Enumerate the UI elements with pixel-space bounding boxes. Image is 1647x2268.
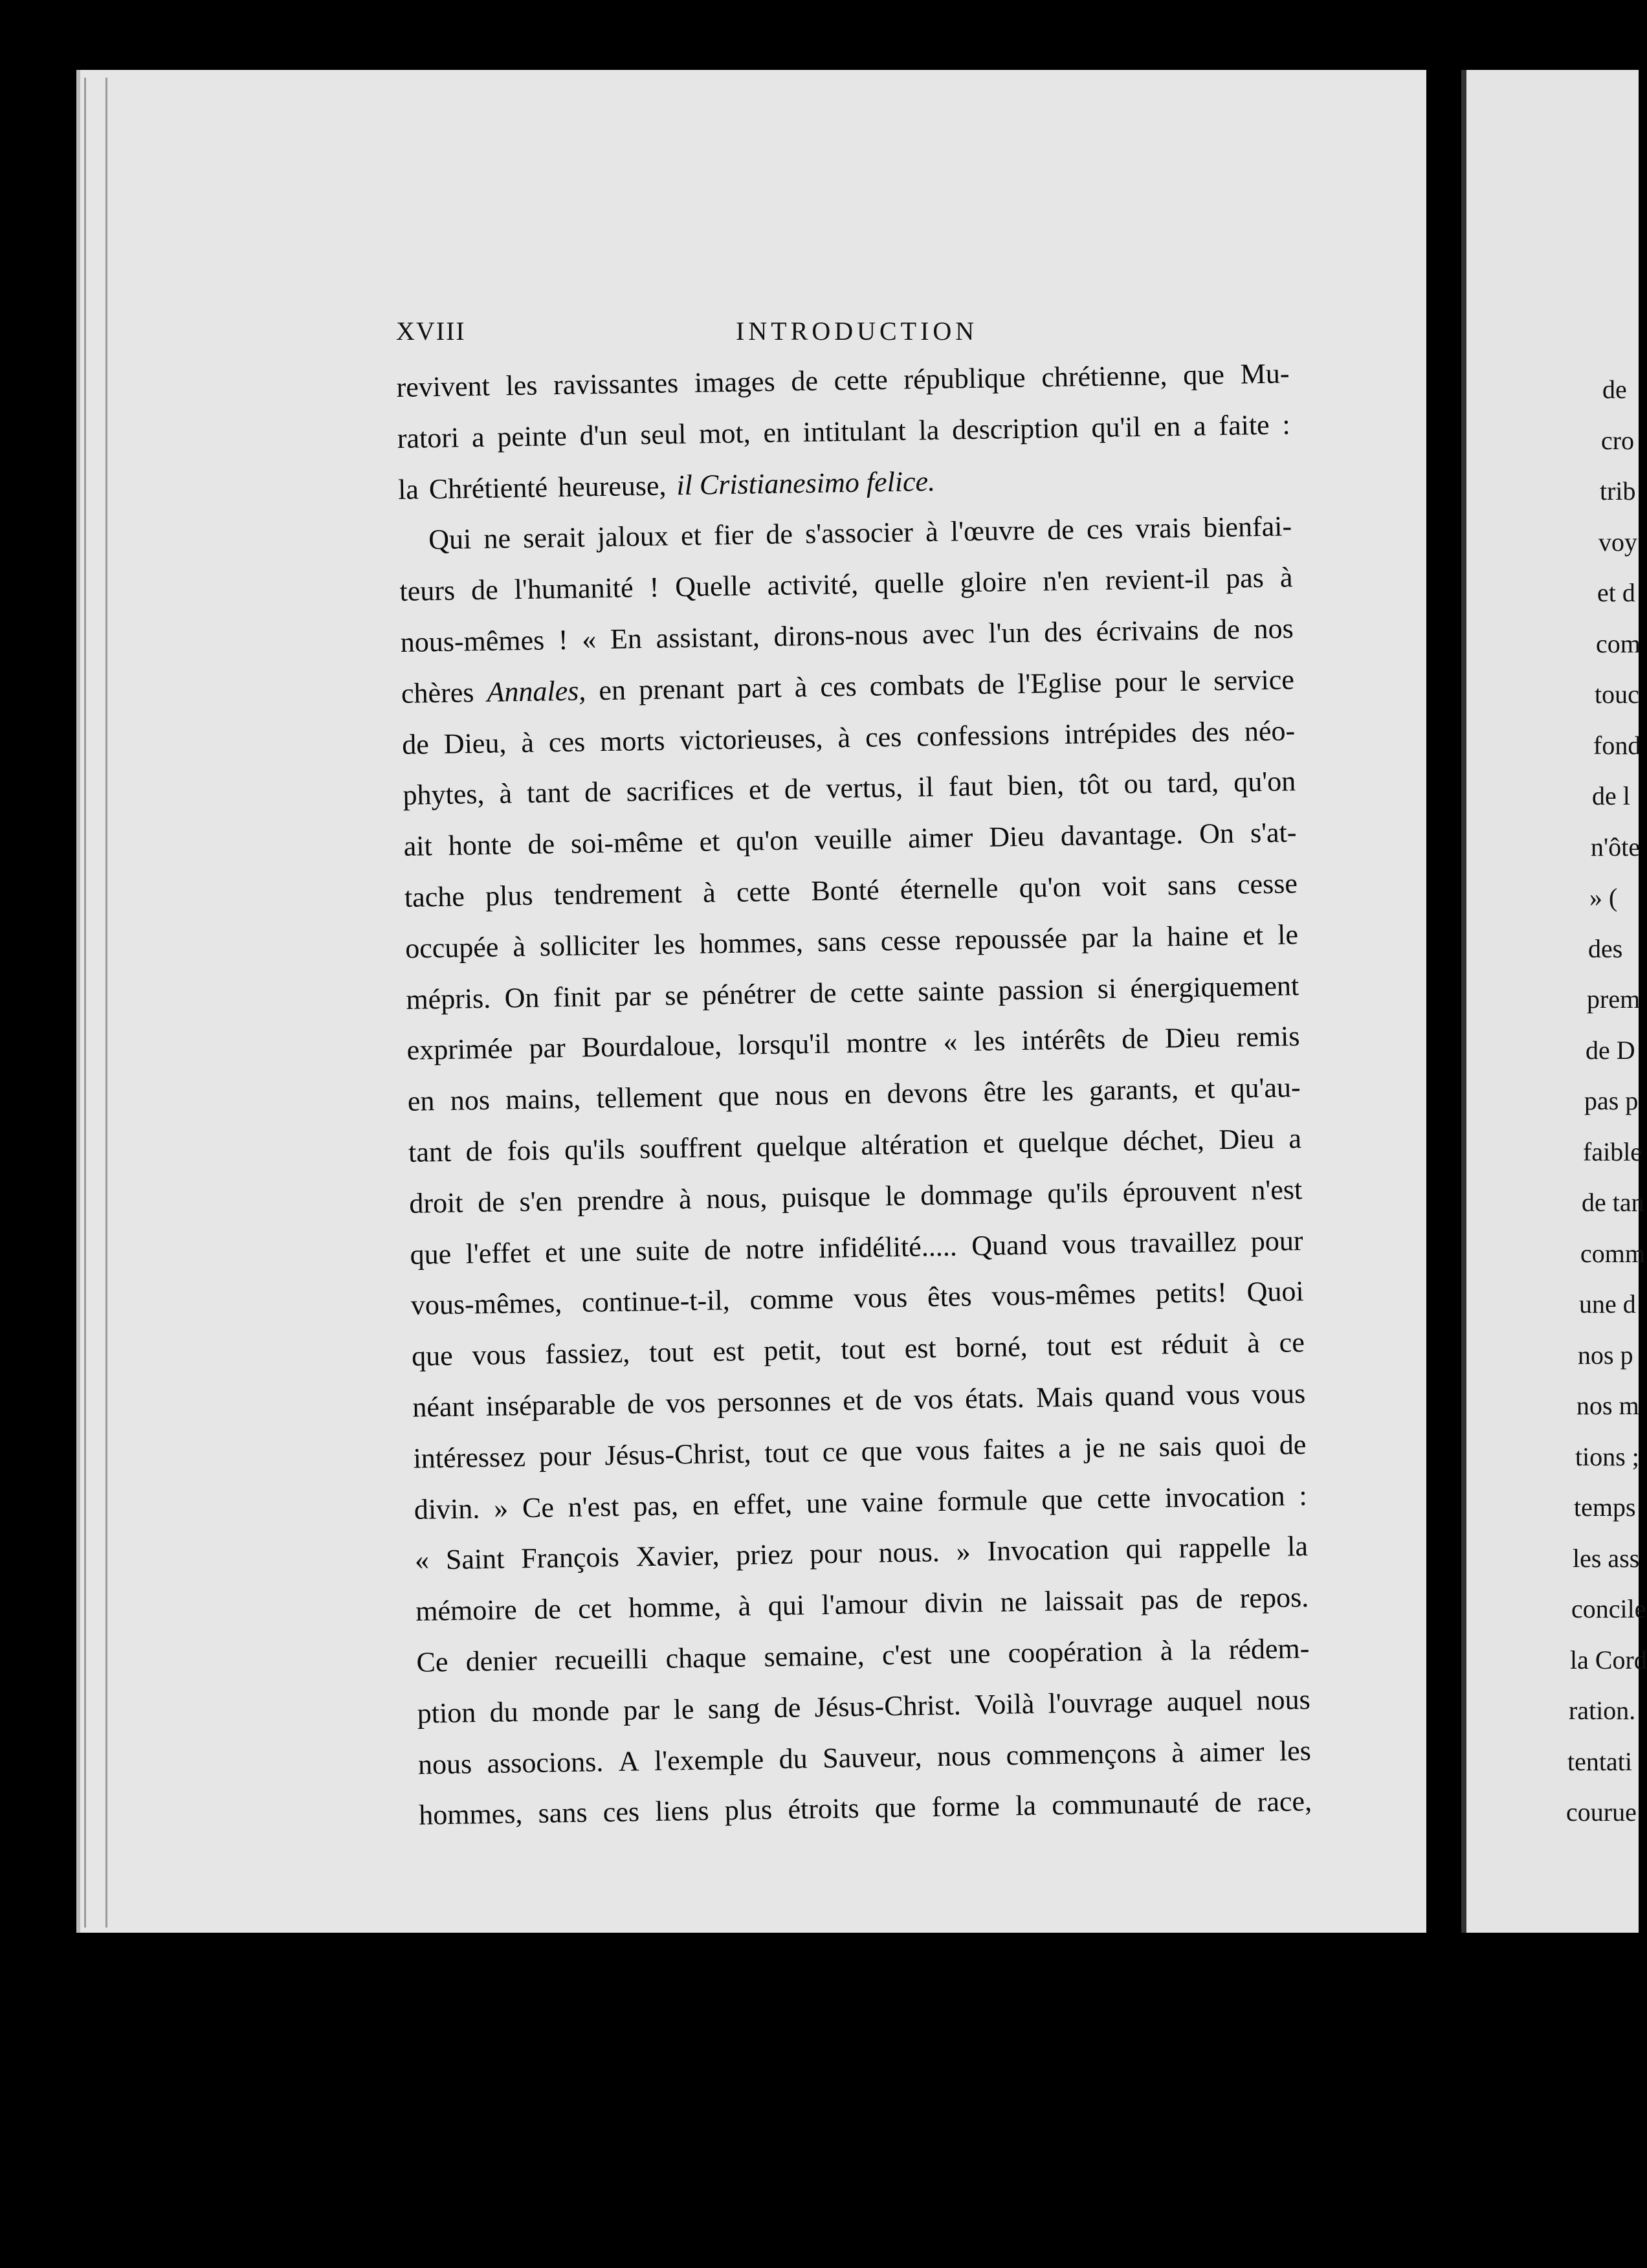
running-title: INTRODUCTION [736, 317, 978, 346]
adjacent-page-fragment: la Cord [1570, 1645, 1647, 1674]
text-line: tant de fois qu'ils souffrent quelque altération et quelque déchet, Dieu a [408, 1122, 1302, 1168]
text-line: vous-mêmes, continue-t-il, comme vous êtes vous-mêmes petits! Quoi [410, 1275, 1305, 1322]
text-line: nous associons. A l'exemple du Sauveur, nous commençons à aimer les [417, 1734, 1312, 1781]
page-edges [84, 78, 107, 1928]
adjacent-page-fragment: des [1588, 933, 1623, 963]
adjacent-page-fragment: de l [1592, 781, 1630, 810]
text-line: ratori a peinte d'un seul mot, en intitulant la description qu'il en a faite : [397, 408, 1291, 454]
text-line: que l'effet et une suite de notre infidélité..... Quand vous travaillez pour [410, 1224, 1303, 1271]
adjacent-page-fragment: de tan [1582, 1188, 1644, 1217]
adjacent-page-fragment: de [1602, 375, 1627, 404]
adjacent-page-fragment: cro [1601, 425, 1635, 455]
adjacent-page-fragment: fond [1593, 730, 1641, 760]
text-line: teurs de l'humanité ! Quelle activité, quelle gloire n'en revient-il pas à [399, 561, 1293, 608]
adjacent-page-fragment: n'ôte [1591, 832, 1641, 862]
adjacent-page-fragment: com [1596, 628, 1641, 658]
adjacent-page-fragment: tentati [1567, 1746, 1632, 1776]
text-line: revivent les ravissantes images de cette république chrétienne, que Mu- [396, 357, 1290, 403]
text-line: mémoire de cet homme, à qui l'amour divin ne laissait pas de repos. [415, 1581, 1309, 1627]
adjacent-page-fragment: concile [1571, 1594, 1646, 1623]
adjacent-page-fragment: courue [1566, 1797, 1637, 1827]
text-line: « Saint François Xavier, priez pour nous. » Invocation qui rappelle la [414, 1530, 1309, 1577]
text-line: tache plus tendrement à cette Bonté éternelle qu'on voit sans cesse [404, 867, 1298, 913]
text-line: Qui ne serait jaloux et fier de s'associer à l'œuvre de ces vrais bienfai- [428, 510, 1292, 556]
text-line: néant inséparable de vos personnes et de vos états. Mais quand vous vous [412, 1377, 1306, 1423]
text-line: en nos mains, tellement que nous en devons être les garants, et qu'au- [407, 1071, 1301, 1118]
adjacent-page-fragment: et d [1597, 578, 1635, 607]
adjacent-page-fragment: une d [1579, 1289, 1636, 1318]
adjacent-page-fragment: nos m [1576, 1391, 1639, 1420]
adjacent-page-fragment: touc [1595, 680, 1639, 709]
adjacent-page-fragment: tions ; [1575, 1441, 1639, 1471]
adjacent-page-fragment: pas p [1584, 1086, 1639, 1115]
text-line: nous-mêmes ! « En assistant, dirons-nous avec l'un des écrivains de nos [400, 612, 1294, 658]
text-line: hommes, sans ces liens plus étroits que forme la communauté de race, [418, 1785, 1312, 1832]
adjacent-page-fragment: » ( [1589, 883, 1618, 912]
text-line: Ce denier recueilli chaque semaine, c'est une coopération à la rédem- [416, 1632, 1310, 1678]
body-text [396, 348, 1312, 1841]
adjacent-page-fragment: nos p [1578, 1340, 1633, 1370]
adjacent-page-fragment: de D [1586, 1035, 1635, 1065]
text-line: ption du monde par le sang de Jésus-Christ. Voilà l'ouvrage auquel nous [417, 1683, 1310, 1729]
adjacent-page-fragment: ration. [1569, 1696, 1636, 1725]
text-line: de Dieu, à ces morts victorieuses, à ces confessions intrépides des néo- [401, 714, 1296, 761]
page-number: XVIII [396, 317, 466, 346]
italic-text: Annales, [487, 674, 586, 708]
text-line: exprimée par Bourdaloue, lorsqu'il montre « les intérêts de Dieu remis [406, 1020, 1300, 1067]
adjacent-page-fragment: voy [1598, 527, 1637, 557]
text-line: la Chrétienté heureuse, il Cristianesimo felice. [397, 465, 936, 506]
page-header [396, 316, 1302, 355]
text-line: intéressez pour Jésus-Christ, tout ce que vous faites a je ne sais quoi de [413, 1428, 1307, 1474]
adjacent-page-fragment: temps [1574, 1493, 1636, 1522]
adjacent-page [1461, 70, 1647, 1933]
adjacent-page-fragment: trib [1600, 476, 1636, 506]
adjacent-page-fragment: les ass [1573, 1543, 1640, 1573]
adjacent-page-fragment: faible [1583, 1137, 1642, 1166]
adjacent-page-fragment: prem [1587, 984, 1641, 1014]
text-line: droit de s'en prendre à nous, puisque le dommage qu'ils éprouvent n'est [409, 1173, 1303, 1219]
text-line: que vous fassiez, tout est petit, tout est borné, tout est réduit à ce [411, 1326, 1305, 1372]
text-line: chères Annales, en prenant part à ces combats de l'Eglise pour le service [401, 663, 1295, 709]
text-line: occupée à solliciter les hommes, sans cesse repoussée par la haine et le [404, 918, 1299, 964]
italic-text: il Cristianesimo felice. [676, 465, 936, 501]
adjacent-page-fragment: comm [1580, 1238, 1645, 1268]
text-line: ait honte de soi-même et qu'on veuille aimer Dieu davantage. On s'at- [403, 816, 1297, 863]
text-line: mépris. On finit par se pénétrer de cette sainte passion si énergiquement [406, 969, 1299, 1016]
text-line: phytes, à tant de sacrifices et de vertus, il faut bien, tôt ou tard, qu'on [403, 765, 1296, 812]
text-line: divin. » Ce n'est pas, en effet, une vaine formule que cette invocation : [414, 1479, 1308, 1526]
